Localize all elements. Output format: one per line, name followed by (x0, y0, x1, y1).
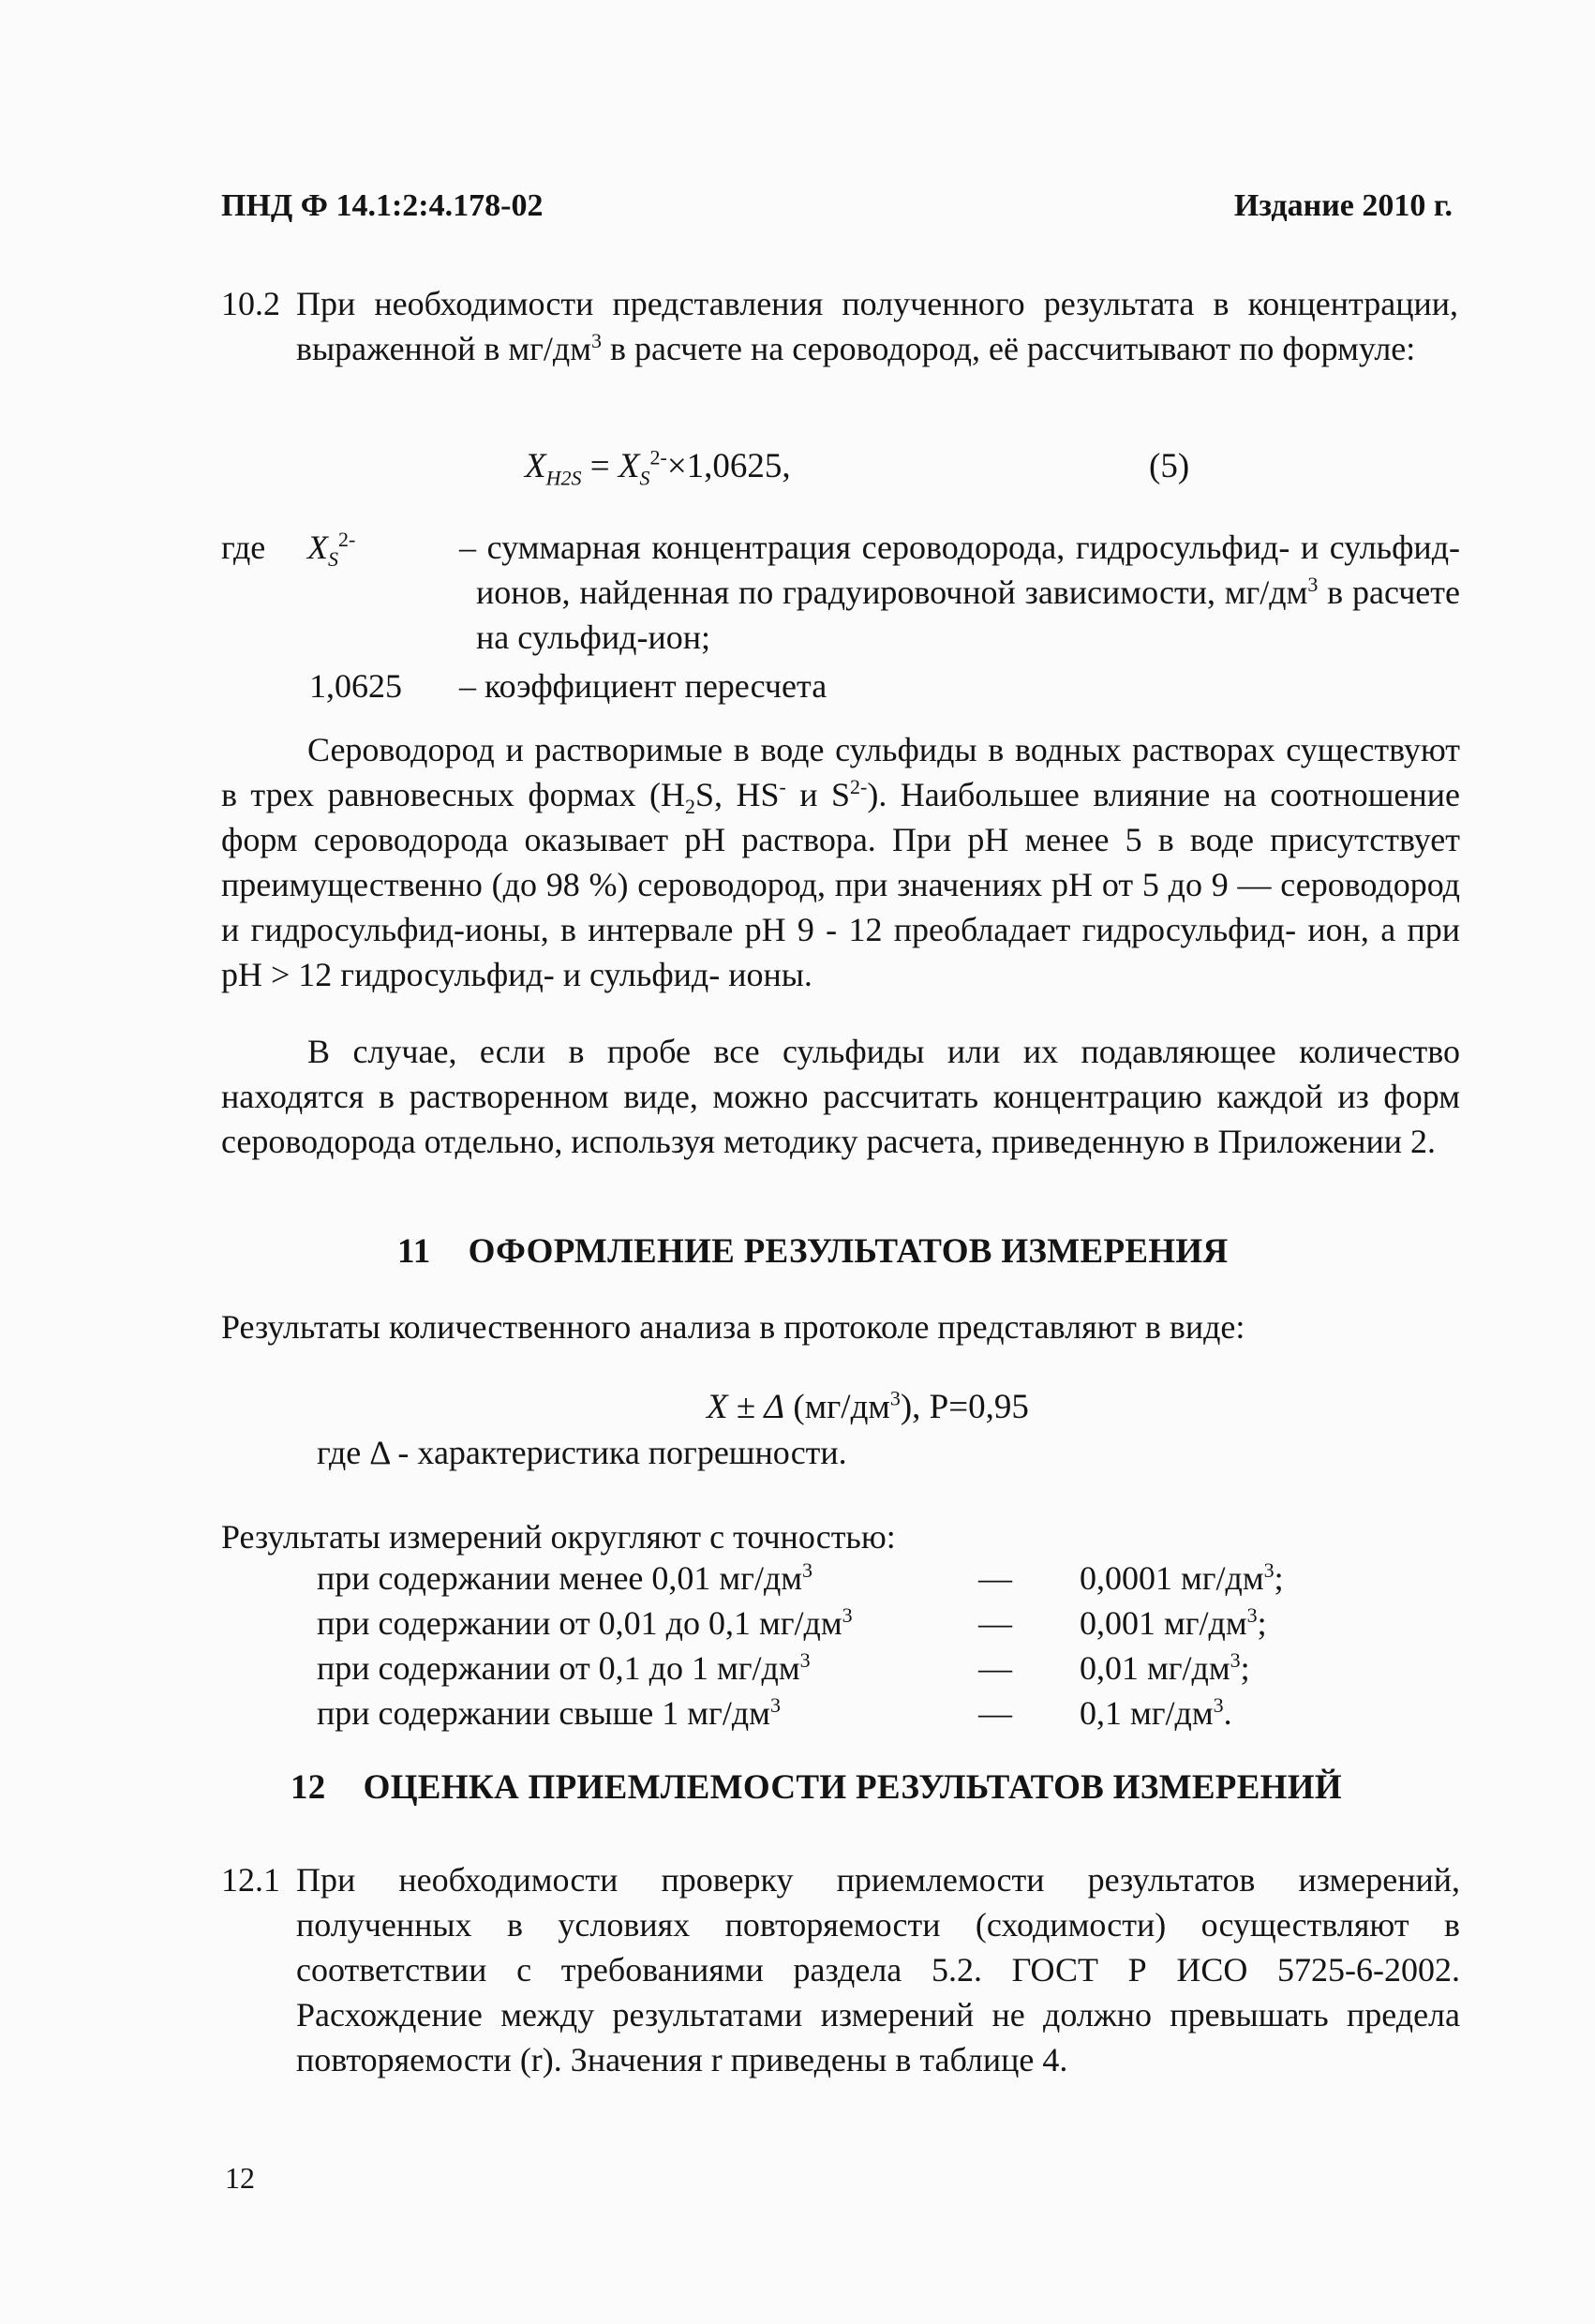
rounding-value: 0,01 $мг/дм^3$; (1080, 1648, 1250, 1687)
rounding-value: 0,1 $мг/дм^3$. (1080, 1693, 1232, 1732)
rounding-dash: — (978, 1694, 1012, 1732)
clause-number-12-1: 12.1 (221, 1861, 280, 1899)
formula-5-number: (5) (1149, 447, 1190, 485)
coefficient-value: 1,0625 (309, 667, 402, 705)
section-11-title: ОФОРМЛЕНИЕ РЕЗУЛЬТАТОВ ИЗМЕРЕНИЯ (468, 1232, 1229, 1271)
rounding-row (317, 1646, 1348, 1691)
rounding-condition: при содержании от 0,01 до 0,1 $мг/дм^3$ (317, 1603, 853, 1642)
edition-label: Издание 2010 г. (1233, 188, 1453, 223)
rounding-dash: — (978, 1604, 1012, 1642)
rounding-row (317, 1556, 1348, 1601)
clause-12-1-text: При необходимости проверку приемлемости результатов измерений, полученных в условиях повторяемости (сходимости) осуществляют в соответствии с требованиями раздела 5.2. ГОСТ Р ИСО 5725-6-2002. Расхождение между результатами измерений не должно превышать предела повторяемости (r). Значения r приведены в таблице 4. (296, 1861, 1460, 2078)
rounding-dash: — (978, 1649, 1012, 1687)
rounding-condition: при содержании менее 0,01 $мг/дм^3$ (317, 1558, 813, 1597)
rounding-row (317, 1691, 1348, 1736)
definition-coefficient: – коэффициент пересчета (459, 667, 827, 705)
section-11-number: 11 (397, 1232, 431, 1271)
formula-5: $X_{H2S} = X_S^{2-}\times 1,0625$, (525, 445, 791, 490)
error-characteristic-note: где Δ - характеристика погрешности. (317, 1434, 847, 1471)
rounding-value: 0,0001 $мг/дм^3$; (1080, 1558, 1284, 1597)
rounding-condition: при содержании свыше 1 $мг/дм^3$ (317, 1693, 781, 1732)
page-number: 12 (225, 2161, 255, 2195)
section-12-title: ОЦЕНКА ПРИЕМЛЕМОСТИ РЕЗУЛЬТАТОВ ИЗМЕРЕНИЙ (363, 1768, 1342, 1807)
result-formula: X ± Δ $(мг/дм^3)$, P=0,95 (707, 1386, 1029, 1426)
where-label: где (221, 529, 266, 566)
section-12-number: 12 (291, 1768, 326, 1807)
document-code: ПНД Ф 14.1:2:4.178-02 (221, 188, 544, 223)
definition-concentration: – суммарная концентрация сероводорода, гидросульфид- и сульфид-ионов, найденная по градуировочной зависимости, $мг/дм^3$ в расчете на сульфид-ион; (459, 529, 1460, 656)
section-11-heading (397, 1229, 1229, 1274)
rounding-value: 0,001 $мг/дм^3$; (1080, 1603, 1267, 1642)
rounding-dash: — (978, 1559, 1012, 1597)
paragraph-appendix-reference: В случае, если в пробе все сульфиды или их подавляющее количество находятся в растворенном виде, можно рассчитать концентрацию каждой из форм сероводорода отдельно, используя методику расчета, приведенную в Приложении 2. (221, 1033, 1460, 1160)
paragraph-equilibrium-forms: Сероводород и растворимые в воде сульфиды в водных растворах существуют в трех равновесных формах ($H_2S$, HS- и $S^{2-}$). Наибольшее влияние на соотношение форм сероводорода оказывает pH раствора. При pH менее 5 в воде присутствует преимущественно (до 98 %) сероводород, при значениях pH от 5 до 9 — сероводород и гидросульфид-ионы, в интервале pH 9 - 12 преобладает гидросульфид- ион, а при pH > 12 гидросульфид- и сульфид- ионы. (221, 731, 1460, 993)
where-symbol: $X_S^{2-}$ (307, 528, 356, 572)
clause-number-10-2: 10.2 (221, 285, 280, 322)
clause-10-2-text: При необходимости представления полученного результата в концентрации, выраженной в $мг/дм^3$ в расчете на сероводород, её рассчитывают по формуле: (296, 285, 1458, 367)
section-12-heading (291, 1765, 1342, 1810)
rounding-intro: Результаты измерений округляют с точностью: (221, 1518, 896, 1556)
rounding-row (317, 1601, 1348, 1646)
results-intro: Результаты количественного анализа в протоколе представляют в виде: (221, 1308, 1245, 1346)
rounding-condition: при содержании от 0,1 до 1 $мг/дм^3$ (317, 1648, 811, 1687)
